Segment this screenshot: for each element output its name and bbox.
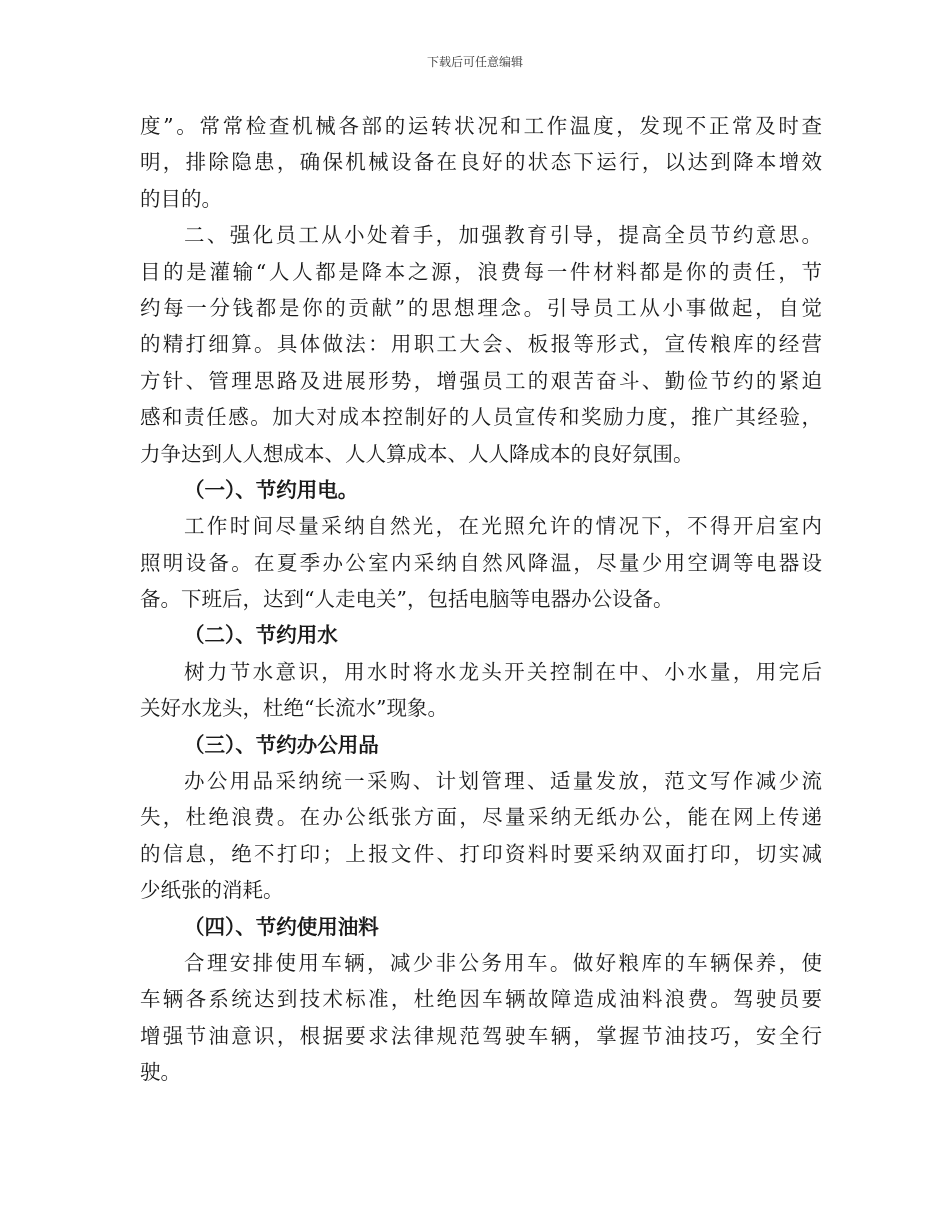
paragraph-line: 关好水龙头，杜绝“长流水”现象。 bbox=[140, 696, 448, 721]
section-heading: （一）、节约用电。 bbox=[184, 477, 359, 502]
paragraph-line: 约每一分钱都是你的贡献”的思想理念。引导员工从小事做起，自觉 bbox=[140, 295, 822, 320]
paragraph-line: 二、强化员工从小处着手，加强教育引导，提高全员节约意思。 bbox=[184, 223, 822, 248]
paragraph-line: 目的是灌输“人人都是降本之源，浪费每一件材料都是你的责任，节 bbox=[140, 259, 822, 284]
section-heading: （二）、节约用水 bbox=[184, 623, 338, 648]
paragraph-line: 照明设备。在夏季办公室内采纳自然风降温，尽量少用空调等电器设 bbox=[140, 550, 822, 575]
paragraph-line: 驶。 bbox=[140, 1060, 181, 1085]
paragraph-line: 的目的。 bbox=[140, 186, 222, 211]
paragraph-line: 明，排除隐患，确保机械设备在良好的状态下运行，以达到降本增效 bbox=[140, 150, 822, 175]
paragraph-line: 树力节水意识，用水时将水龙头开关控制在中、小水量，用完后 bbox=[184, 659, 822, 684]
paragraph-line: 合理安排使用车辆，减少非公务用车。做好粮库的车辆保养，使 bbox=[184, 950, 822, 975]
paragraph-line: 少纸张的消耗。 bbox=[140, 878, 284, 903]
paragraph-line: 方针、管理思路及进展形势，增强员工的艰苦奋斗、勤俭节约的紧迫 bbox=[140, 368, 822, 393]
paragraph-line: 度”。常常检查机械各部的运转状况和工作温度，发现不正常及时查 bbox=[140, 114, 822, 138]
paragraph-line: 失，杜绝浪费。在办公纸张方面，尽量采纳无纸办公，能在网上传递 bbox=[140, 805, 822, 830]
paragraph-line: 车辆各系统达到技术标准，杜绝因车辆故障造成油料浪费。驾驶员要 bbox=[140, 987, 822, 1012]
paragraph-line: 感和责任感。加大对成本控制好的人员宣传和奖励力度，推广其经验， bbox=[140, 405, 822, 430]
paragraph-line: 工作时间尽量采纳自然光，在光照允许的情况下，不得开启室内 bbox=[184, 514, 822, 539]
paragraph-line: 备。下班后，达到“人走电关”，包括电脑等电器办公设备。 bbox=[140, 587, 674, 612]
section-heading: （三）、节约办公用品 bbox=[184, 732, 379, 757]
paragraph-line: 的信息，绝不打印；上报文件、打印资料时要采纳双面打印，切实减 bbox=[140, 841, 822, 866]
section-heading: （四）、节约使用油料 bbox=[184, 914, 379, 939]
paragraph-line: 力争达到人人想成本、人人算成本、人人降成本的良好氛围。 bbox=[140, 441, 694, 466]
paragraph-line: 的精打细算。具体做法：用职工大会、板报等形式，宣传粮库的经营 bbox=[140, 332, 822, 357]
document-body bbox=[140, 108, 822, 1091]
paragraph-line: 办公用品采纳统一采购、计划管理、适量发放，范文写作减少流 bbox=[184, 769, 822, 794]
page-header: 下载后可任意编辑 bbox=[426, 55, 523, 69]
paragraph-line: 增强节油意识，根据要求法律规范驾驶车辆，掌握节油技巧，安全行 bbox=[140, 1023, 822, 1048]
